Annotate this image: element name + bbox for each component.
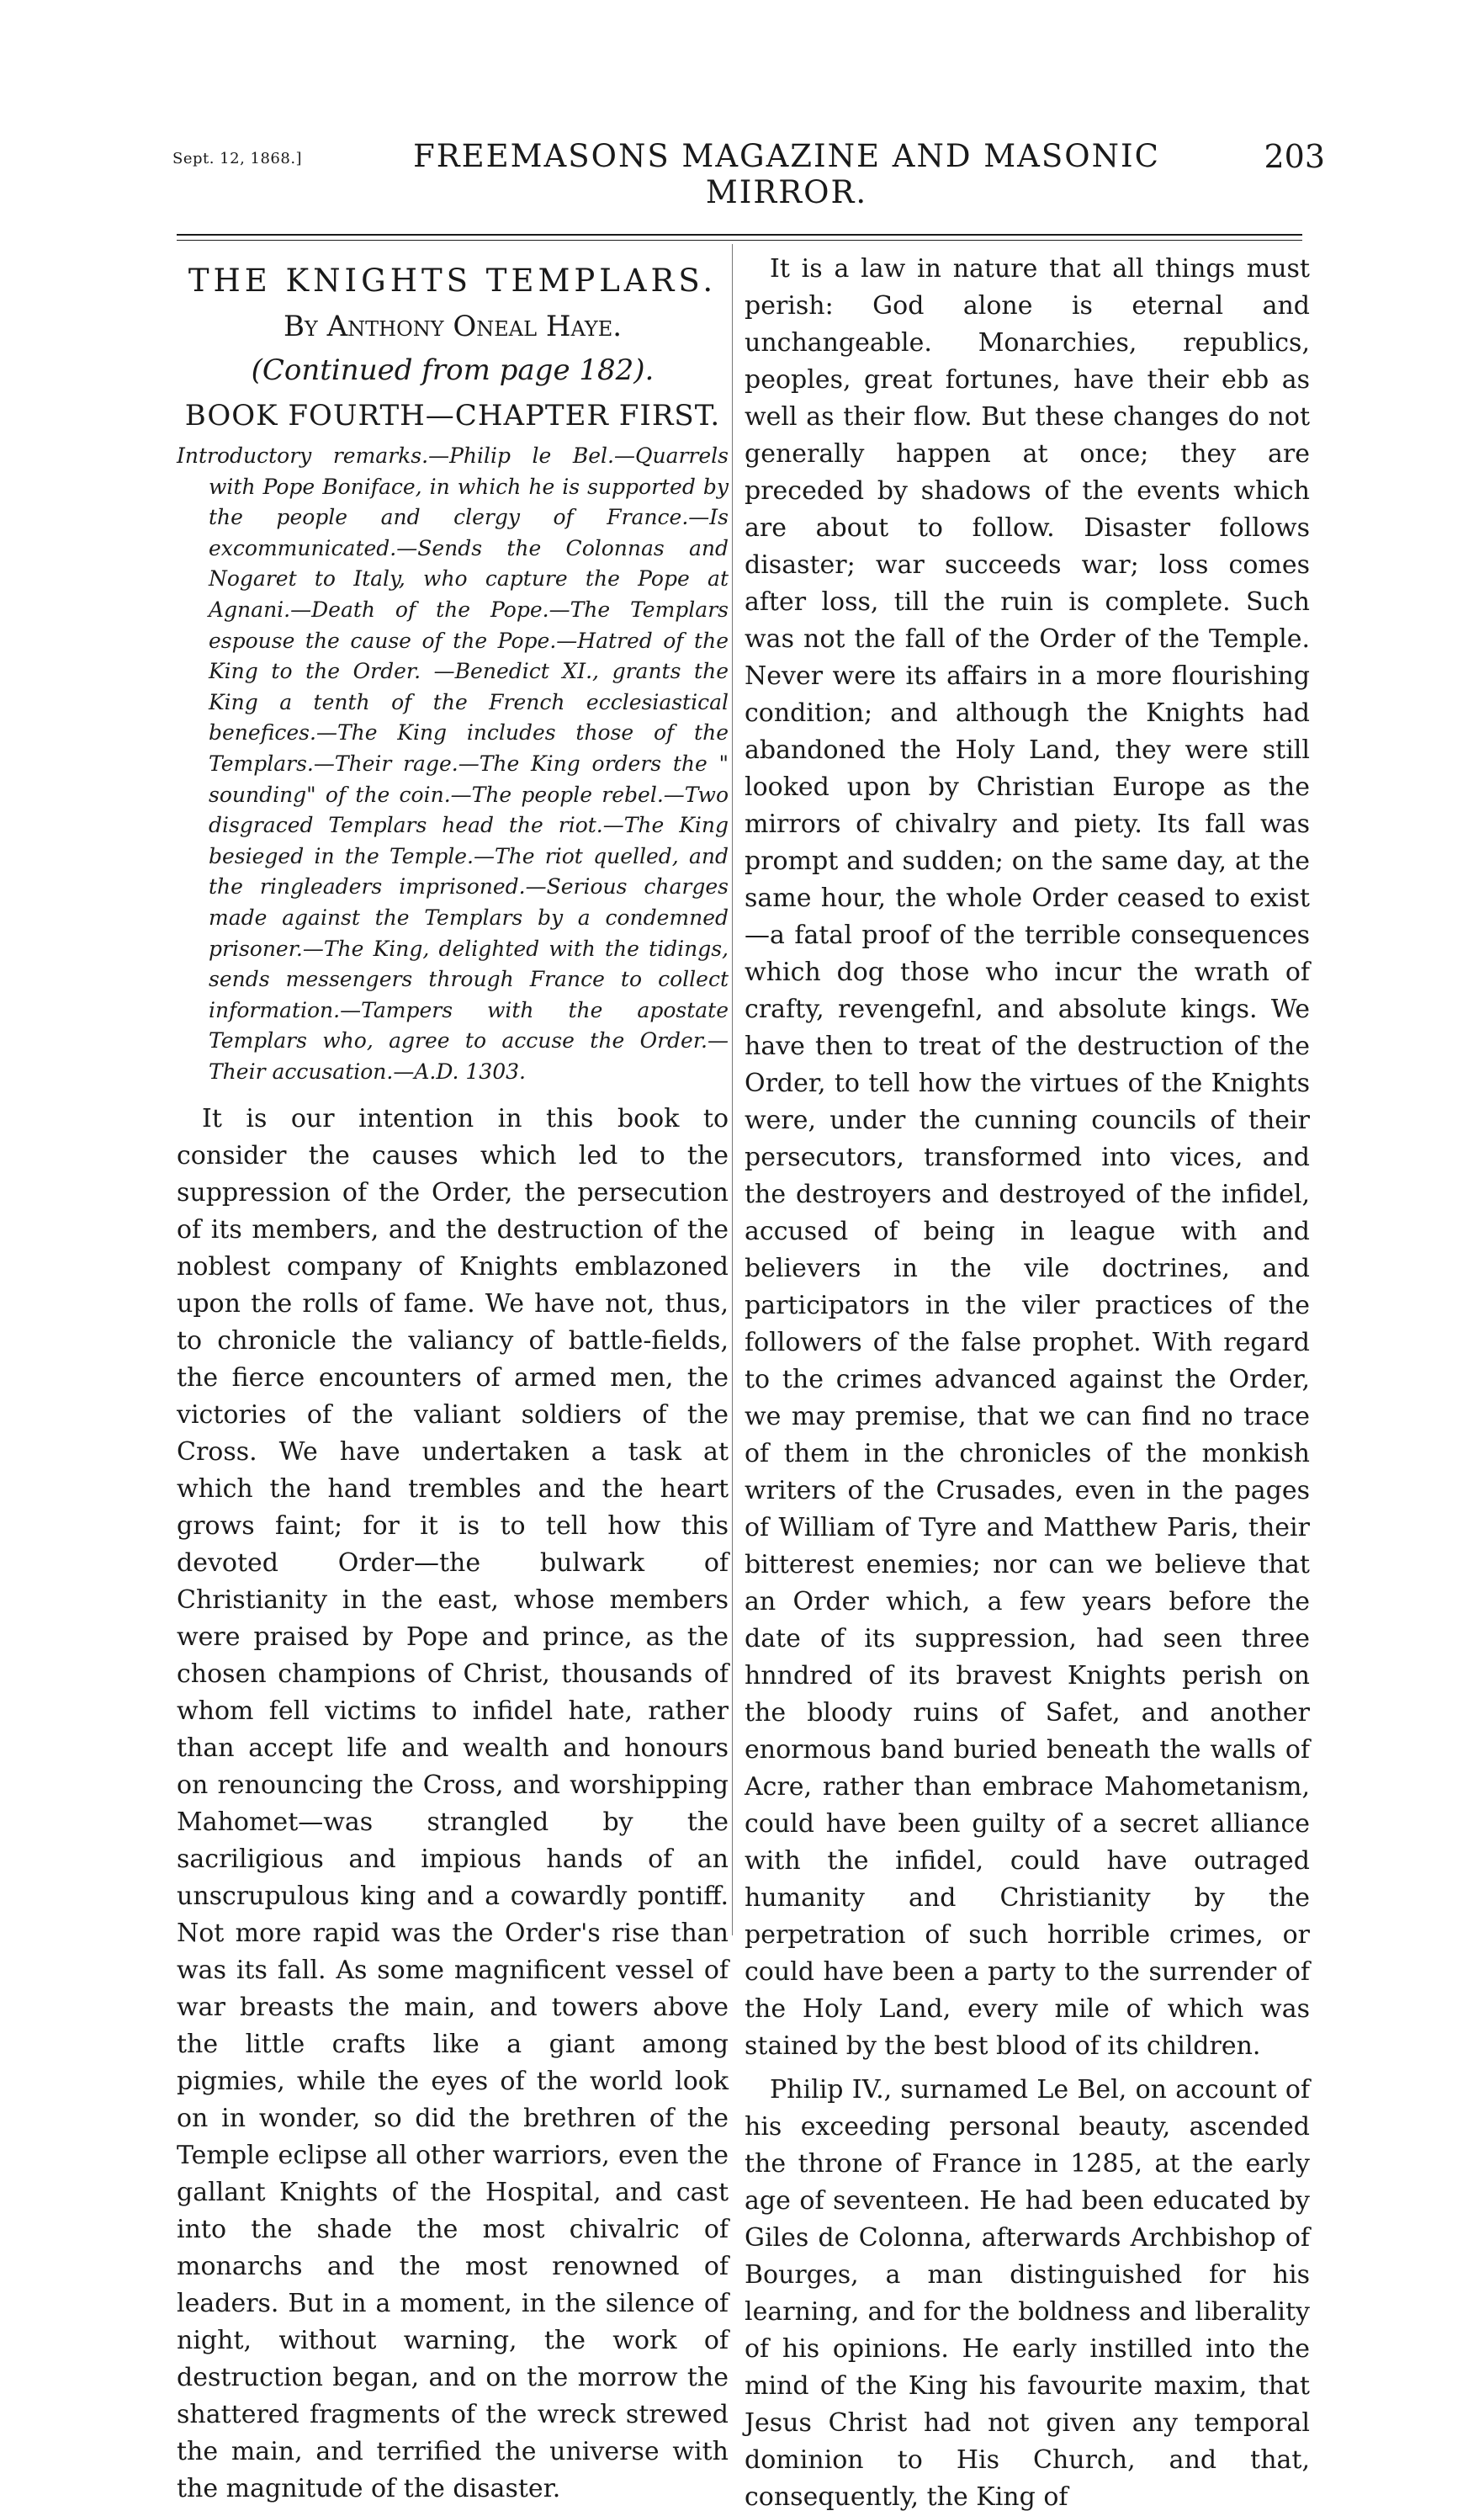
column-divider [732,244,733,1935]
right-column [745,251,1310,2516]
header-rule-thin [177,240,1302,241]
header-date: Sept. 12, 1868.] [172,150,303,167]
chapter-heading: BOOK FOURTH—CHAPTER FIRST. [184,399,721,433]
publication-title: FREEMASONS MAGAZINE AND MASONIC MIRROR. [413,138,1160,210]
header-rule-thick [177,234,1302,236]
chapter-synopsis: Introductory remarks.—Philip le Bel.—Quarrels with Pope Boniface, in which he is supported by the people and clergy of France.—Is excommunicated.—Sends the Colonnas and Nogaret to Italy, who capture the Pope at Agnani.—Death of the Pope.—The Templars espouse the cause of the Pope.—Hatred of the King to the Order. —Benedict XI., grants the King a tenth of the French ecclesiastical benefices.—The King includes those of the Templars.—Their rage.—The King orders the " sounding" of the coin.—The people rebel.—Two disgraced Templars head the riot.—The King besieged in the Temple.—The riot quelled, and the ringleaders imprisoned.—Serious charges made against the Templars by a condemned prisoner.—The King, delighted with the tidings, sends messengers through France to collect information.—Tampers with the apostate Templars who, agree to accuse the Order.—Their accusation.—A.D. 1303. [177,443,729,1084]
page-header [172,135,1325,210]
page-number: 203 [1264,138,1325,175]
body-paragraph: It is our intention in this book to consider the causes which led to the suppression of the Order, the persecution of its members, and the destruction of the noblest company of Knights emblazoned upon the rolls of fame. We have not, thus, to chronicle the valiancy of battle-fields, the fierce encounters of armed men, the victories of the valiant soldiers of the Cross. We have undertaken a task at which the hand trembles and the heart grows faint; for it is to tell how this devoted Order—the bulwark of Christianity in the east, whose members were praised by Pope and prince, as the chosen champions of Christ, thousands of whom fell victims to infidel hate, rather than accept life and wealth and honours on renouncing the Cross, and worshipping Mahomet—was strangled by the sacriligious and impious hands of an unscrupulous king and a cowardly pontiff. Not more rapid was the Order's rise than was its fall. As some magnificent vessel of war breasts the main, and towers above the little crafts like a giant among pigmies, while the eyes of the world look on in wonder, so did the brethren of the Temple eclipse all other warriors, even the gallant Knights of the Hospital, and cast into the shade the most chivalric of monarchs and the most renowned of leaders. But in a moment, in the silence of night, without warning, the work of destruction began, and on the morrow the shattered fragments of the wreck strewed the main, and terrified the universe with the magnitude of the disaster. [177,1104,729,2504]
continued-note: (Continued from page 182). [251,353,655,387]
body-paragraph: Philip IV., surnamed Le Bel, on account of his exceeding personal beauty, ascended the throne of France in 1285, at the early age of seventeen. He had been educated by Giles de Colonna, afterwards Archbishop of Bourges, a man distinguished for his learning, and for the boldness and liberality of his opinions. He early instilled into the mind of the King his favourite maxim, that Jesus Christ had not given any temporal dominion to His Church, and that, consequently, the King of [745,2075,1310,2512]
left-column [177,251,729,2508]
body-paragraph: It is a law in nature that all things must perish: God alone is eternal and unchangeable. Monarchies, republics, peoples, great fortunes, have their ebb as well as their flow. But these changes do not generally happen at once; they are preceded by shadows of the events which are about to follow. Disaster follows disaster; war succeeds war; loss comes after loss, till the ruin is complete. Such was not the fall of the Order of the Temple. Never were its affairs in a more flourishing condition; and although the Knights had abandoned the Holy Land, they were still looked upon by Christian Europe as the mirrors of chivalry and piety. Its fall was prompt and sudden; on the same day, at the same hour, the whole Order ceased to exist—a fatal proof of the terrible consequences which dog those who incur the wrath of crafty, revengefnl, and absolute kings. We have then to treat of the destruction of the Order, to tell how the virtues of the Knights were, under the cunning councils of their persecutors, transformed into vices, and the destroyers and destroyed of the infidel, accused of being in league with and believers in the vile doctrines, and participators in the viler practices of the followers of the false prophet. With regard to the crimes advanced against the Order, we may premise, that we can find no trace of them in the chronicles of the monkish writers of the Crusades, even in the pages of William of Tyre and Matthew Paris, their bitterest enemies; nor can we believe that an Order which, a few years before the date of its suppression, had seen three hnndred of its bravest Knights perish on the bloody ruins of Safet, and another enormous band buried beneath the walls of Acre, rather than embrace Mahometanism, could have been guilty of a secret alliance with the infidel, could have outraged humanity and Christianity by the perpetration of such horrible crimes, or could have been a party to the surrender of the Holy Land, every mile of which was stained by the best blood of its children. [745,254,1310,2061]
article-byline: By Anthony Oneal Haye. [283,310,623,343]
article-title: THE KNIGHTS TEMPLARS. [188,263,718,299]
